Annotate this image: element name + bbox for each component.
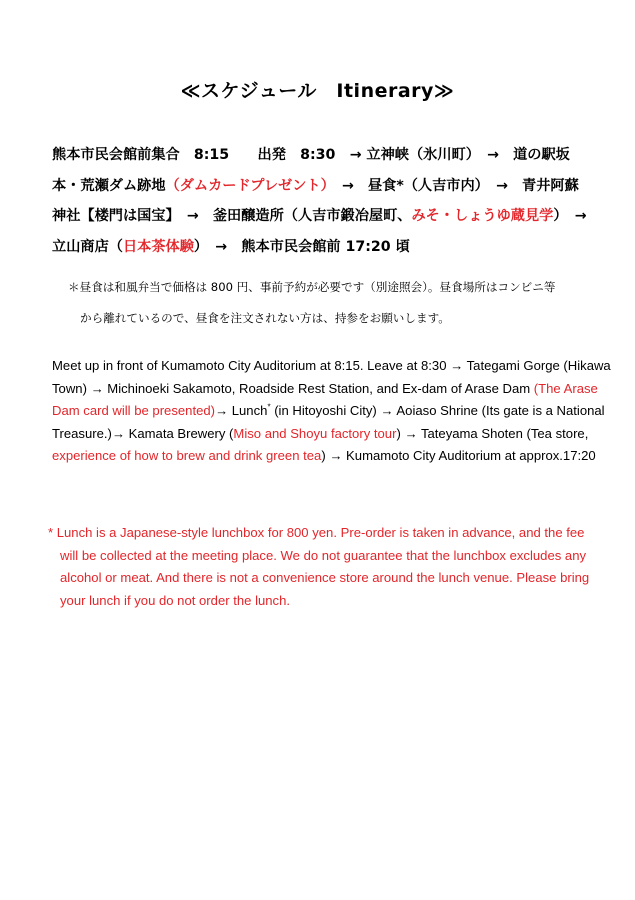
jp-itinerary (52, 140, 601, 262)
en-itinerary-text: ) → Tateyama Shoten (Tea store, (396, 425, 589, 441)
jp-itinerary-text: ） → 立山商店（ (52, 208, 601, 255)
en-itinerary (52, 355, 612, 468)
jp-itinerary-text: → 昼食*（人吉市内） → 青井阿蘇神社【楼門は国宝】 → 釜田醸造所（人吉市鍛冶屋町、 (52, 177, 579, 224)
page-title: ≪スケジュール Itinerary≫ (180, 80, 455, 102)
jp-lunch-note-line2: から離れているので、昼食を注文されない方は、持参をお願いします。 (80, 311, 450, 325)
en-factory-tour-highlight: Miso and Shoyu factory tour (233, 425, 397, 441)
jp-lunch-note (68, 272, 596, 334)
en-itinerary-text: Meet up in front of Kumamoto City Auditorium at 8:15. Leave at 8:30 → Tategami Gorge (Hikawa Town) → Michinoeki Sakamoto, Roadside Rest Station, and Ex-dam of Arase Dam (52, 358, 611, 396)
en-green-tea-highlight: experience of how to brew and drink green tea (52, 448, 322, 464)
jp-itinerary-text: 熊本市民会館前集合 8:15 出発 8:30 → 立神峡（氷川町） → 道の駅坂本・荒瀬ダム跡地 (52, 147, 570, 194)
en-dam-card-highlight: (The Arase Dam card will be presented) (52, 380, 598, 419)
jp-itinerary-text: ） → 熊本市民会館前 17:20 頃 (193, 238, 410, 255)
jp-miso-shoyu-highlight: みそ・しょうゆ蔵見学 (411, 208, 554, 224)
en-lunch-note: * Lunch is a Japanese-style lunchbox for 800 yen. Pre-order is taken in advance, and the fee will be collected at the meeting place. We do not guarantee that the lunchbox excludes any alcohol or meat. And there is not a convenience store around the lunch venue. Please bring your lunch if you do not order the lunch. (48, 525, 590, 608)
en-itinerary-text: (in Hitoyoshi City) → Aoiaso Shrine (Its gate is a National Treasure.)→ Kamata Brewery ( (52, 403, 605, 441)
en-itinerary-text: ) → Kumamoto City Auditorium at approx.17:20 (321, 448, 596, 464)
en-itinerary-text: → Lunch (215, 403, 268, 419)
jp-dam-card-highlight: （ダムカードプレゼント） (165, 177, 328, 194)
lunch-asterisk: * (267, 402, 271, 412)
jp-tea-experience-highlight: 日本茶体験 (122, 238, 194, 255)
jp-lunch-note-line1: ＊昼食は和風弁当で価格は 800 円、事前予約が必要です（別途照会）。昼食場所はコンビニ等 (68, 280, 556, 294)
